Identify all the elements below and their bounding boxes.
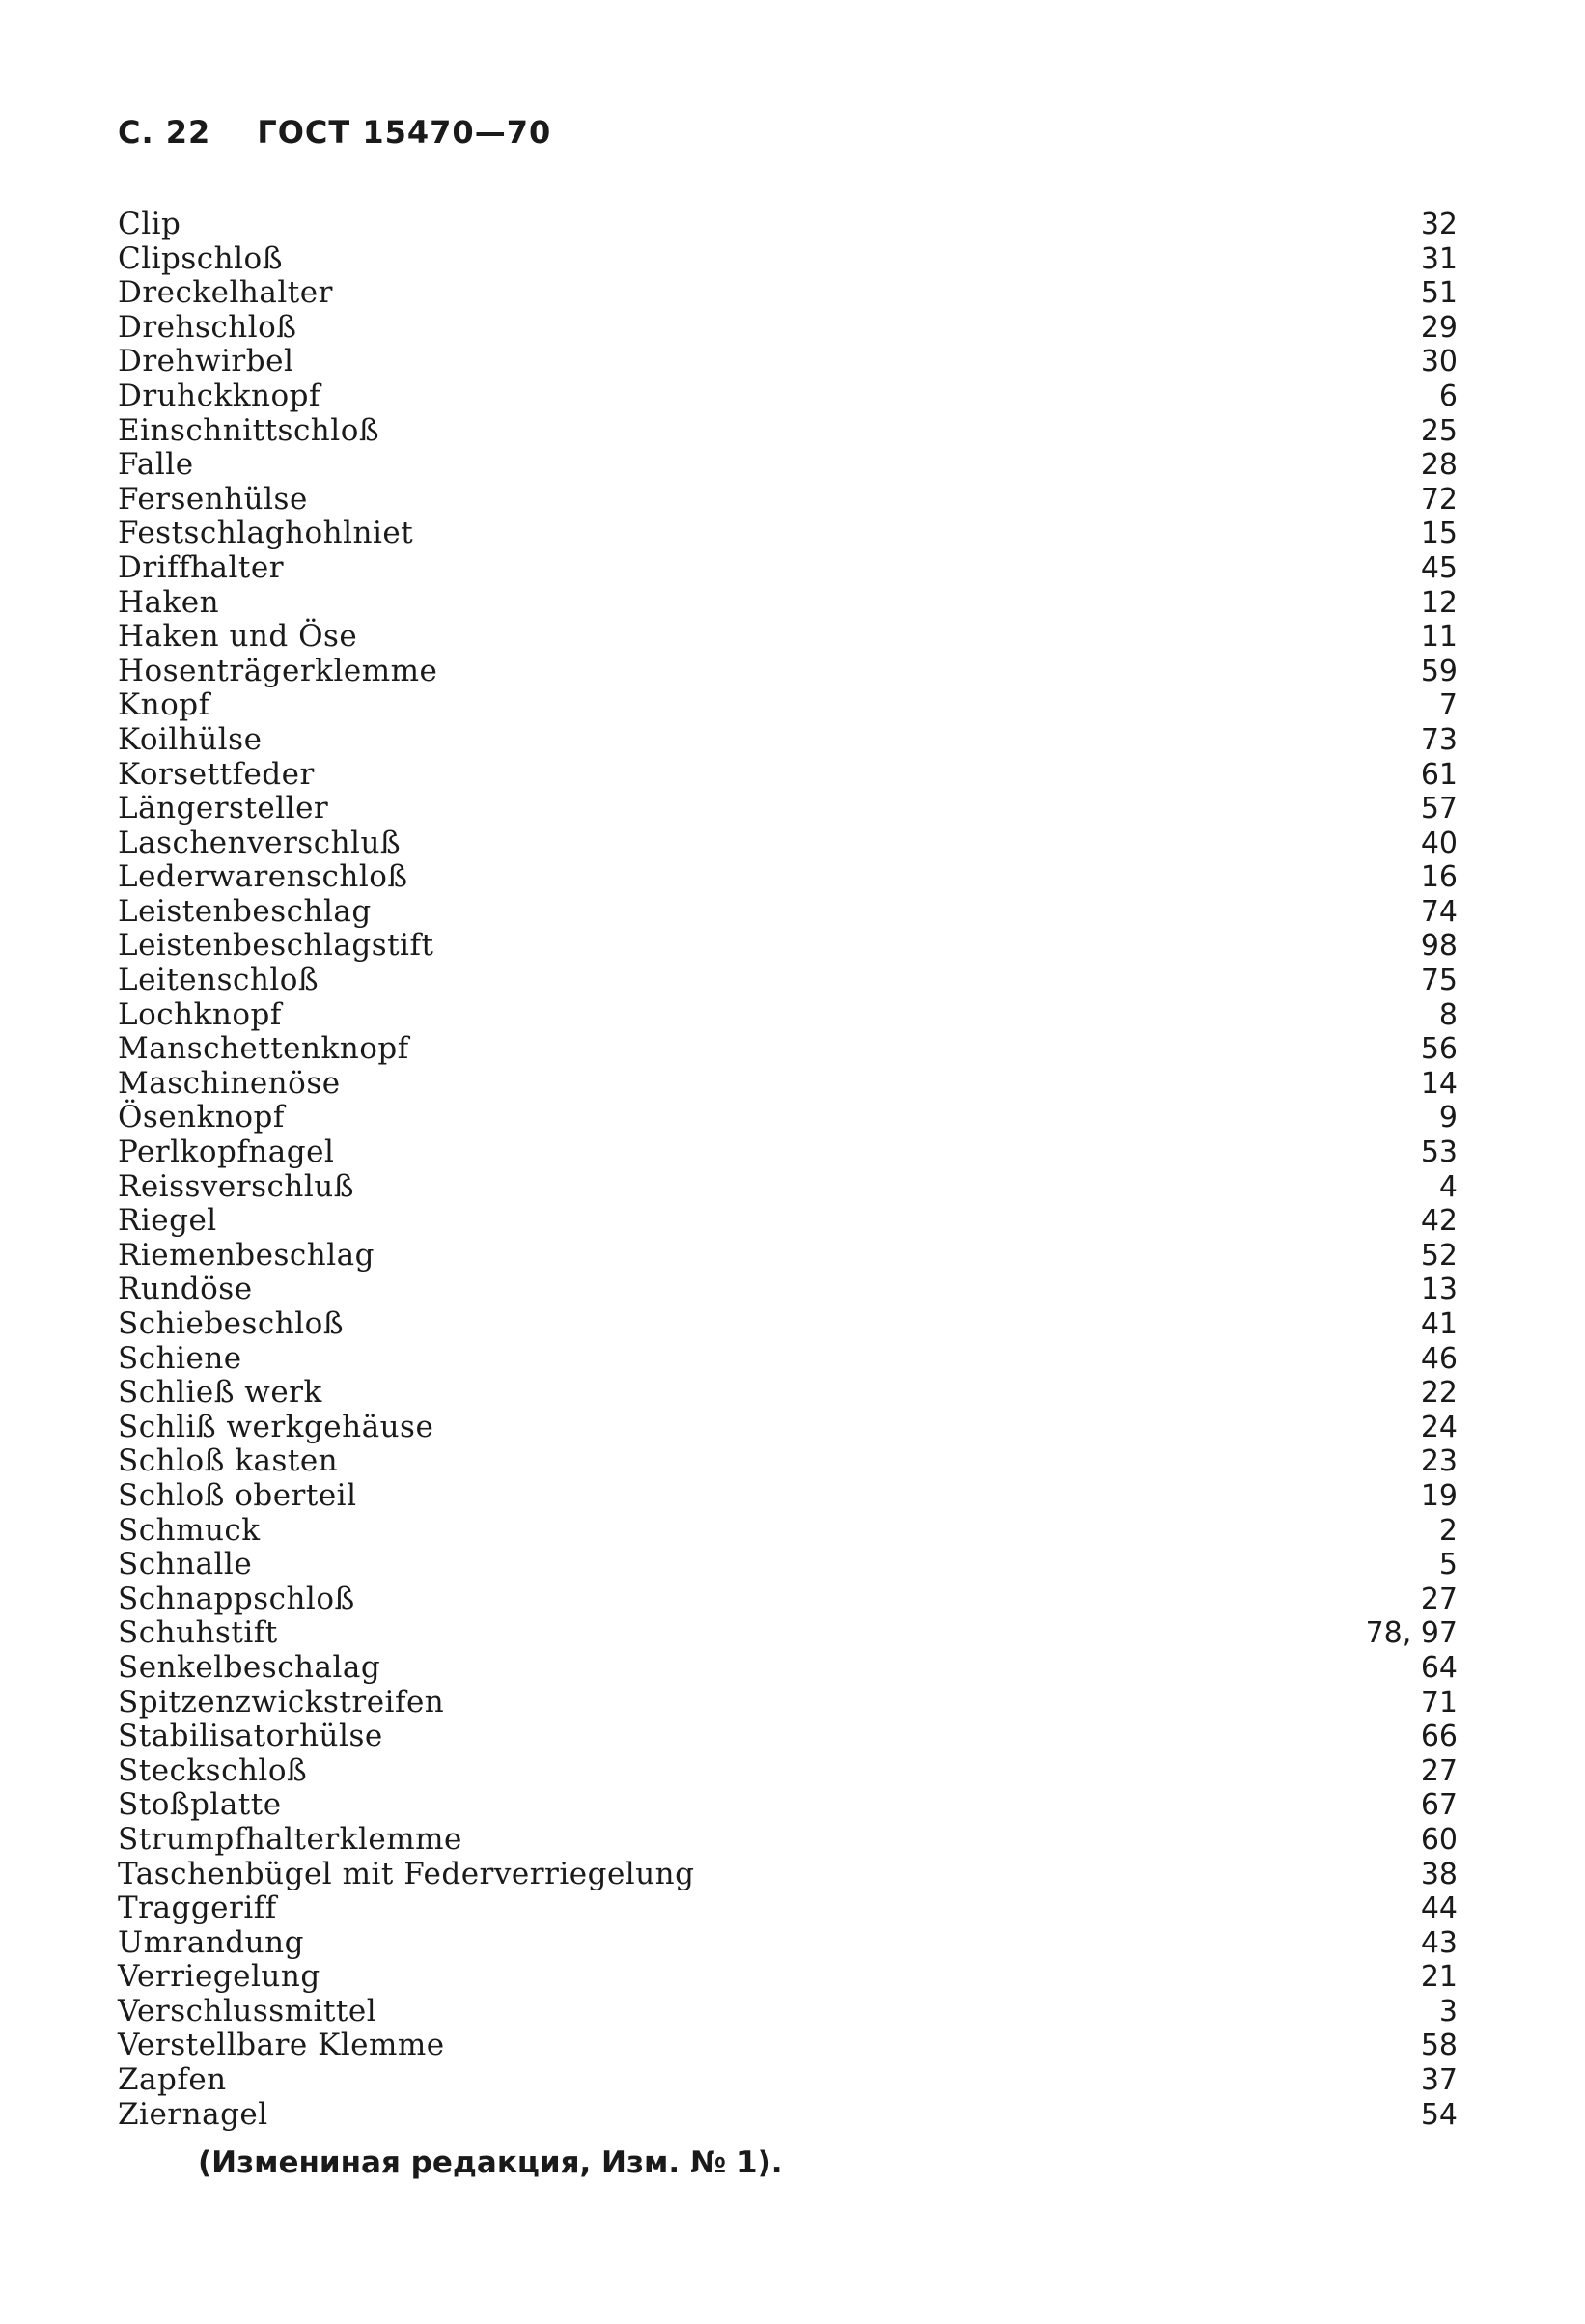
index-entry [118, 1823, 1458, 1858]
index-entry [118, 1891, 1458, 1926]
index-term: Fersenhülse [118, 481, 308, 517]
index-reference-number: 5 [1438, 1548, 1458, 1582]
index-reference-number: 24 [1420, 1410, 1458, 1444]
index-term: Steckschloß [118, 1752, 308, 1788]
index-reference-number: 21 [1420, 1960, 1458, 1995]
index-entry [118, 2098, 1458, 2133]
index-entry [118, 929, 1458, 964]
index-entry [118, 2029, 1458, 2063]
index-entry [118, 1616, 1458, 1651]
index-term: Haken [118, 584, 220, 620]
index-term: Lederwarenschloß [118, 859, 408, 895]
index-term: Schiene [118, 1340, 242, 1376]
index-reference-number: 72 [1420, 482, 1458, 517]
index-term: Leistenbeschlag [118, 893, 372, 929]
index-entry [118, 1444, 1458, 1479]
index-entry [118, 1514, 1458, 1549]
index-term: Drehschloß [118, 309, 297, 345]
index-reference-number: 46 [1420, 1341, 1458, 1376]
index-reference-number: 22 [1420, 1376, 1458, 1411]
index-entry [118, 1686, 1458, 1721]
index-term: Drehwirbel [118, 344, 294, 379]
index-entry [118, 1135, 1458, 1170]
index-entry [118, 964, 1458, 998]
index-term: Stabilisatorhülse [118, 1719, 383, 1754]
index-reference-number: 64 [1420, 1650, 1458, 1685]
index-entry [118, 311, 1458, 346]
index-term: Festschlaghohlniet [118, 516, 414, 551]
index-reference-number: 58 [1420, 2029, 1458, 2063]
index-term: Riemenbeschlag [118, 1237, 375, 1273]
index-term: Clip [118, 207, 181, 241]
index-entry [118, 1548, 1458, 1582]
index-reference-number: 14 [1420, 1066, 1458, 1101]
index-reference-number: 27 [1420, 1582, 1458, 1616]
index-reference-number: 52 [1420, 1238, 1458, 1273]
index-reference-number: 37 [1420, 2063, 1458, 2098]
index-term: Knopf [118, 687, 210, 723]
index-reference-number: 25 [1420, 413, 1458, 448]
index-reference-number: 28 [1420, 448, 1458, 483]
index-reference-number: 45 [1420, 550, 1458, 585]
index-reference-number: 6 [1438, 378, 1458, 413]
index-entry [118, 1995, 1458, 2030]
index-reference-number: 78, 97 [1365, 1616, 1458, 1651]
index-reference-number: 32 [1420, 208, 1458, 241]
standard-designation: ГОСТ 15470—70 [257, 114, 552, 151]
index-reference-number: 15 [1420, 517, 1458, 551]
index-entry [118, 517, 1458, 551]
index-term: Clipschloß [118, 240, 283, 276]
index-entry [118, 276, 1458, 311]
index-term: Spitzenzwickstreifen [118, 1684, 445, 1720]
index-reference-number: 2 [1438, 1513, 1458, 1548]
index-reference-number: 57 [1420, 792, 1458, 826]
index-term: Koilhülse [118, 721, 263, 757]
index-reference-number: 30 [1420, 345, 1458, 379]
index-term: Ösenknopf [118, 1100, 285, 1135]
index-entry [118, 1926, 1458, 1961]
index-reference-number: 31 [1420, 241, 1458, 276]
index-entry [118, 2063, 1458, 2098]
index-entry [118, 1342, 1458, 1377]
index-entry [118, 1204, 1458, 1239]
index-term: Leitenschloß [118, 963, 320, 998]
index-term: Strumpfhalterklemme [118, 1821, 462, 1857]
index-entry [118, 1307, 1458, 1342]
index-reference-number: 19 [1420, 1478, 1458, 1513]
index-entry [118, 208, 1458, 242]
index-entry [118, 1067, 1458, 1102]
index-term: Taschenbügel mit Federverriegelung [118, 1856, 695, 1891]
index-reference-number: 59 [1420, 654, 1458, 688]
index-reference-number: 16 [1420, 860, 1458, 895]
index-term: Driffhalter [118, 549, 285, 585]
index-reference-number: 60 [1420, 1822, 1458, 1857]
index-term: Haken und Öse [118, 619, 358, 655]
index-term: Verschlussmittel [118, 1993, 377, 2029]
index-reference-number: 44 [1420, 1891, 1458, 1926]
index-term: Dreckelhalter [118, 275, 333, 311]
index-term: Schliß werkgehäuse [118, 1409, 434, 1444]
index-reference-number: 51 [1420, 276, 1458, 311]
index-reference-number: 98 [1420, 929, 1458, 964]
index-reference-number: 75 [1420, 964, 1458, 998]
index-term: Verstellbare Klemme [118, 2028, 445, 2063]
index-entry [118, 1754, 1458, 1789]
index-entry [118, 586, 1458, 621]
index-entry [118, 414, 1458, 449]
index-term: Schiebeschloß [118, 1306, 345, 1341]
index-reference-number: 29 [1420, 310, 1458, 345]
index-entry [118, 655, 1458, 689]
index-reference-number: 38 [1420, 1857, 1458, 1891]
index-entry [118, 1032, 1458, 1067]
index-term: Schnalle [118, 1547, 253, 1582]
index-entry [118, 895, 1458, 930]
index-entry [118, 1651, 1458, 1686]
index-term: Reissverschluß [118, 1168, 354, 1204]
index-entry [118, 1239, 1458, 1274]
index-reference-number: 54 [1420, 2097, 1458, 2132]
index-reference-number: 67 [1420, 1788, 1458, 1823]
index-term: Schnappschloß [118, 1581, 355, 1616]
index-term: Traggeriff [118, 1890, 277, 1926]
index-reference-number: 41 [1420, 1307, 1458, 1341]
index-entry [118, 1101, 1458, 1135]
index-term: Schmuck [118, 1512, 261, 1548]
index-term: Leistenbeschlagstift [118, 928, 434, 964]
index-reference-number: 4 [1438, 1169, 1458, 1204]
index-reference-number: 8 [1438, 997, 1458, 1032]
index-entry [118, 379, 1458, 414]
index-entry [118, 688, 1458, 723]
index-term: Senkelbeschalag [118, 1649, 381, 1685]
index-term: Rundöse [118, 1272, 253, 1307]
index-term: Riegel [118, 1203, 217, 1239]
index-reference-number: 73 [1420, 722, 1458, 757]
index-term: Hosenträgerklemme [118, 653, 438, 688]
index-entry [118, 1411, 1458, 1445]
index-term: Druhckknopf [118, 378, 320, 413]
index-reference-number: 43 [1420, 1925, 1458, 1960]
index-term: Schloß kasten [118, 1443, 339, 1479]
index-entry [118, 242, 1458, 277]
index-reference-number: 74 [1420, 894, 1458, 929]
index-term: Verriegelung [118, 1959, 320, 1995]
index-reference-number: 11 [1420, 620, 1458, 655]
index-entry [118, 1788, 1458, 1823]
index-term: Längersteller [118, 791, 329, 826]
index-entry [118, 1479, 1458, 1514]
index-entry [118, 792, 1458, 826]
index-entry [118, 551, 1458, 586]
index-entry [118, 826, 1458, 861]
index-term: Manschettenknopf [118, 1031, 409, 1067]
index-entry [118, 448, 1458, 483]
index-reference-number: 3 [1438, 1994, 1458, 2029]
index-term: Schuhstift [118, 1615, 278, 1651]
index-entry [118, 620, 1458, 655]
index-term: Zapfen [118, 2062, 227, 2098]
index-reference-number: 7 [1438, 688, 1458, 723]
index-term: Ziernagel [118, 2096, 268, 2132]
index-term: Schloß oberteil [118, 1477, 357, 1513]
index-entry [118, 860, 1458, 895]
index-entry [118, 1960, 1458, 1995]
index-reference-number: 12 [1420, 585, 1458, 620]
index-reference-number: 53 [1420, 1135, 1458, 1170]
index-term: Falle [118, 447, 194, 483]
term-index-list [118, 208, 1458, 2132]
index-term: Einschnittschloß [118, 412, 380, 448]
index-reference-number: 23 [1420, 1444, 1458, 1479]
index-entry [118, 1858, 1458, 1892]
index-entry [118, 345, 1458, 379]
page-number: С. 22 [118, 114, 211, 151]
index-term: Laschenverschluß [118, 825, 402, 860]
index-reference-number: 42 [1420, 1204, 1458, 1239]
index-entry [118, 483, 1458, 518]
index-entry [118, 998, 1458, 1033]
index-reference-number: 40 [1420, 826, 1458, 860]
index-entry [118, 1376, 1458, 1411]
index-term: Perlkopfnagel [118, 1134, 335, 1170]
index-reference-number: 71 [1420, 1685, 1458, 1720]
index-entry [118, 723, 1458, 758]
index-reference-number: 66 [1420, 1720, 1458, 1754]
index-term: Schließ werk [118, 1375, 322, 1411]
index-term: Maschinenöse [118, 1065, 341, 1101]
index-term: Lochknopf [118, 996, 282, 1032]
index-reference-number: 61 [1420, 757, 1458, 792]
index-reference-number: 27 [1420, 1753, 1458, 1788]
index-entry [118, 1582, 1458, 1617]
index-entry [118, 758, 1458, 793]
index-reference-number: 56 [1420, 1032, 1458, 1067]
index-term: Stoßplatte [118, 1787, 282, 1823]
index-reference-number: 9 [1438, 1101, 1458, 1135]
index-reference-number: 13 [1420, 1273, 1458, 1307]
page-header [118, 114, 551, 151]
index-entry [118, 1170, 1458, 1205]
index-term: Korsettfeder [118, 756, 315, 792]
index-entry [118, 1720, 1458, 1754]
amendment-note: (Измениная редакция, Изм. № 1). [198, 2145, 783, 2180]
index-term: Umrandung [118, 1924, 304, 1960]
index-entry [118, 1273, 1458, 1307]
